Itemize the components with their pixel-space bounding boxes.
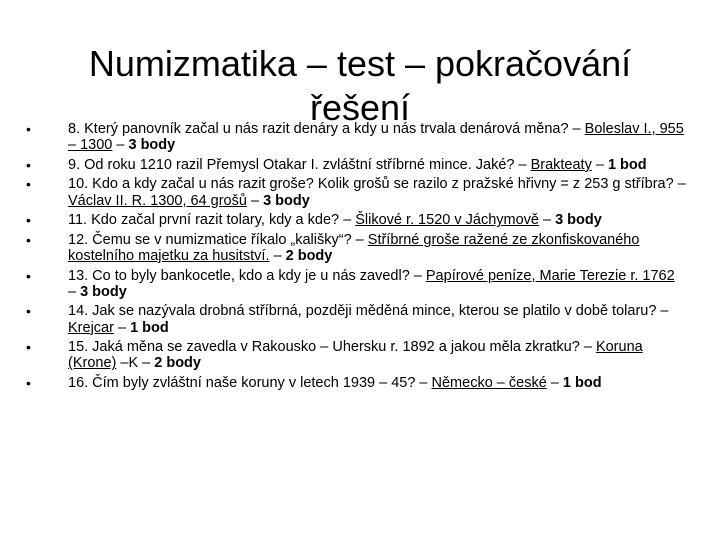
list-item	[26, 176, 686, 208]
points-text: 3 body	[80, 283, 127, 300]
question-list	[26, 121, 686, 395]
bullet-icon: •	[26, 374, 31, 391]
points-text: 1 bod	[562, 374, 602, 391]
separator-text: –	[538, 212, 556, 229]
separator-text: –	[68, 283, 81, 300]
list-item	[26, 339, 686, 371]
bullet-icon: •	[26, 212, 31, 229]
question-text: 12. Čemu se v numizmatice říkalo „kališky“? –	[68, 231, 364, 248]
bullet-icon: •	[26, 231, 31, 248]
answer-text: Německo – české	[431, 374, 547, 391]
points-text: 3 body	[128, 137, 176, 154]
slide-title: Numizmatika – test – pokračování řešení	[88, 43, 632, 129]
separator-text: –K –	[116, 355, 155, 372]
question-text: 9. Od roku 1210 razil Přemysl Otakar I. zvláštní stříbrné mince. Jaké? –	[68, 156, 527, 173]
answer-text: Koruna (Krone)	[68, 339, 643, 372]
separator-text: –	[591, 156, 608, 173]
answer-text: Boleslav I., 955 – 1300	[68, 121, 684, 154]
list-item	[26, 157, 686, 173]
answer-text: Václav II. R. 1300, 64 grošů	[68, 192, 247, 209]
points-text: 1 bod	[130, 319, 169, 336]
points-text: 1 bod	[607, 156, 647, 173]
list-item	[26, 212, 686, 228]
question-text: 14. Jak se nazývala drobná stříbrná, později měděná mince, kterou se platilo v době tolaru? –	[68, 303, 669, 320]
answer-text: Krejcar	[68, 319, 114, 336]
question-text: 11. Kdo začal první razit tolary, kdy a kde? –	[68, 212, 352, 229]
bullet-icon: •	[26, 156, 31, 173]
list-item	[26, 375, 686, 391]
points-text: 3 body	[263, 192, 310, 209]
question-text: 8. Který panovník začal u nás razit denáry a kdy u nás trvala denárová měna? –	[68, 121, 581, 137]
separator-text: –	[269, 247, 286, 264]
question-text: 10. Kdo a kdy začal u nás razit groše? Kolik grošů se razilo z pražské hřivny = z 253 g stříbra? –	[68, 176, 686, 193]
list-item	[26, 268, 686, 300]
question-text: 16. Čím byly zvláštní naše koruny v letech 1939 – 45? –	[68, 374, 428, 391]
separator-text: –	[113, 319, 131, 336]
list-item	[26, 232, 686, 264]
list-item	[26, 303, 686, 335]
answer-text: Brakteaty	[530, 156, 592, 173]
points-text: 3 body	[555, 212, 602, 229]
points-text: 2 body	[154, 355, 201, 372]
answer-text: Šlikové r. 1520 v Jáchymově	[355, 212, 539, 229]
separator-text: –	[112, 137, 129, 154]
separator-text: –	[246, 192, 264, 209]
list-item	[26, 121, 686, 153]
answer-text: Stříbrné groše ražené ze zkonfiskovaného kostelního majetku za husitství.	[68, 231, 640, 264]
bullet-icon: •	[26, 176, 31, 193]
separator-text: –	[546, 374, 563, 391]
answer-text: Papírové peníze, Marie Terezie r. 1762	[425, 267, 675, 284]
bullet-icon: •	[26, 339, 31, 356]
bullet-icon: •	[26, 267, 31, 284]
bullet-icon: •	[26, 121, 31, 137]
question-text: 15. Jaká měna se zavedla v Rakousko – Uhersku r. 1892 a jakou měla zkratku? –	[68, 339, 592, 356]
bullet-icon: •	[26, 303, 31, 320]
points-text: 2 body	[285, 247, 333, 264]
question-text: 13. Co to byly bankocetle, kdo a kdy je u nás zavedl? –	[68, 267, 422, 284]
